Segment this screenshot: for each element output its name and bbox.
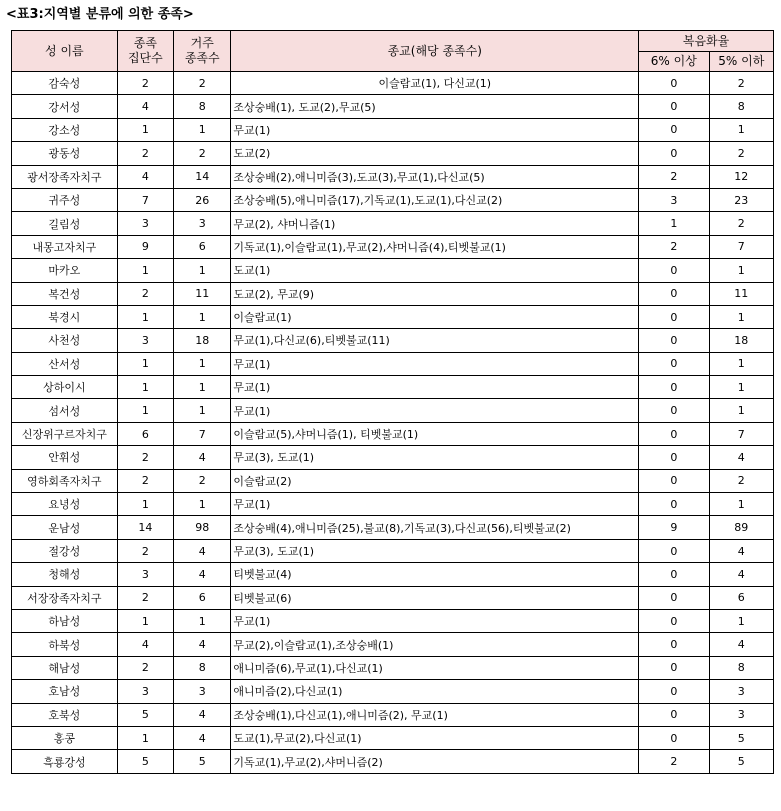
religion-cell: 기독교(1),무교(2),샤머니즘(2) [231,750,639,773]
religion-cell: 조상숭배(5),애니미즘(17),기독교(1),도교(1),다신교(2) [231,188,639,211]
group-count-cell: 2 [117,282,173,305]
province-name-cell: 호북성 [12,703,118,726]
table-row [12,422,774,445]
resident-count-cell: 18 [174,329,231,352]
group-count-cell: 4 [117,165,173,188]
group-count-cell: 2 [117,539,173,562]
table-row [12,656,774,679]
table-row [12,516,774,539]
province-name-cell: 영하회족자치구 [12,469,118,492]
resident-count-cell: 1 [174,259,231,282]
table-row [12,726,774,749]
resident-count-cell: 1 [174,118,231,141]
table-row [12,142,774,165]
under-5-percent-cell: 2 [709,469,773,492]
resident-count-cell: 5 [174,750,231,773]
resident-count-cell: 1 [174,493,231,516]
over-6-percent-cell: 0 [639,422,709,445]
table-row [12,493,774,516]
under-5-percent-cell: 4 [709,563,773,586]
under-5-percent-cell: 1 [709,376,773,399]
religion-cell: 무교(1) [231,118,639,141]
header-group-count-line1: 종족 [133,36,157,50]
group-count-cell: 1 [117,305,173,328]
group-count-cell: 3 [117,563,173,586]
over-6-percent-cell: 0 [639,446,709,469]
over-6-percent-cell: 3 [639,188,709,211]
resident-count-cell: 1 [174,399,231,422]
under-5-percent-cell: 4 [709,446,773,469]
group-count-cell: 2 [117,469,173,492]
religion-cell: 조상숭배(4),애니미즘(25),불교(8),기독교(3),다신교(56),티벳불교(2) [231,516,639,539]
table-row [12,72,774,95]
under-5-percent-cell: 5 [709,750,773,773]
religion-cell: 도교(2) [231,142,639,165]
group-count-cell: 2 [117,586,173,609]
province-name-cell: 흑룡강성 [12,750,118,773]
over-6-percent-cell: 0 [639,609,709,632]
table-row [12,750,774,773]
resident-count-cell: 2 [174,469,231,492]
religion-cell: 이슬람교(5),샤머니즘(1), 티벳불교(1) [231,422,639,445]
group-count-cell: 1 [117,609,173,632]
resident-count-cell: 1 [174,609,231,632]
province-name-cell: 호남성 [12,680,118,703]
religion-cell: 도교(1) [231,259,639,282]
table-row [12,188,774,211]
province-name-cell: 사천성 [12,329,118,352]
resident-count-cell: 4 [174,539,231,562]
religion-cell: 애니미즘(2),다신교(1) [231,680,639,703]
province-name-cell: 복건성 [12,282,118,305]
religion-cell: 조상숭배(1), 도교(2),무교(5) [231,95,639,118]
religion-cell: 무교(1),다신교(6),티벳불교(11) [231,329,639,352]
table-row [12,118,774,141]
province-name-cell: 해남성 [12,656,118,679]
religion-cell: 이슬람교(1), 다신교(1) [231,72,639,95]
over-6-percent-cell: 2 [639,165,709,188]
resident-count-cell: 2 [174,142,231,165]
table-row [12,680,774,703]
resident-count-cell: 4 [174,703,231,726]
province-name-cell: 북경시 [12,305,118,328]
over-6-percent-cell: 0 [639,259,709,282]
over-6-percent-cell: 0 [639,329,709,352]
under-5-percent-cell: 7 [709,235,773,258]
group-count-cell: 5 [117,703,173,726]
religion-cell: 무교(2),이슬람교(1),조상숭배(1) [231,633,639,656]
resident-count-cell: 6 [174,235,231,258]
over-6-percent-cell: 0 [639,282,709,305]
group-count-cell: 1 [117,352,173,375]
over-6-percent-cell: 0 [639,399,709,422]
religion-cell: 애니미즘(6),무교(1),다신교(1) [231,656,639,679]
resident-count-cell: 1 [174,305,231,328]
over-6-percent-cell: 0 [639,586,709,609]
over-6-percent-cell: 1 [639,212,709,235]
over-6-percent-cell: 0 [639,633,709,656]
header-resident-count-line2: 종족수 [184,51,220,65]
table-row [12,95,774,118]
over-6-percent-cell: 0 [639,305,709,328]
table-row [12,539,774,562]
over-6-percent-cell: 0 [639,563,709,586]
header-religion: 종교(해당 종족수) [231,31,639,72]
group-count-cell: 1 [117,118,173,141]
table-row [12,235,774,258]
province-name-cell: 광서장족자치구 [12,165,118,188]
religion-cell: 도교(1),무교(2),다신교(1) [231,726,639,749]
table-row [12,609,774,632]
resident-count-cell: 4 [174,726,231,749]
religion-cell: 무교(3), 도교(1) [231,539,639,562]
resident-count-cell: 14 [174,165,231,188]
over-6-percent-cell: 0 [639,680,709,703]
religion-cell: 무교(1) [231,352,639,375]
religion-cell: 무교(1) [231,376,639,399]
province-name-cell: 강서성 [12,95,118,118]
over-6-percent-cell: 9 [639,516,709,539]
table-row [12,633,774,656]
table-row [12,282,774,305]
religion-by-region-table [11,30,774,774]
religion-cell: 무교(1) [231,609,639,632]
header-resident-count-line1: 거주 [190,36,214,50]
religion-cell: 무교(1) [231,493,639,516]
resident-count-cell: 98 [174,516,231,539]
resident-count-cell: 3 [174,680,231,703]
over-6-percent-cell: 2 [639,750,709,773]
province-name-cell: 서장장족자치구 [12,586,118,609]
over-6-percent-cell: 0 [639,95,709,118]
header-group-count [117,31,173,72]
group-count-cell: 9 [117,235,173,258]
resident-count-cell: 7 [174,422,231,445]
under-5-percent-cell: 2 [709,142,773,165]
resident-count-cell: 1 [174,352,231,375]
table-row [12,165,774,188]
over-6-percent-cell: 0 [639,376,709,399]
over-6-percent-cell: 0 [639,539,709,562]
resident-count-cell: 8 [174,95,231,118]
religion-cell: 기독교(1),이슬람교(1),무교(2),샤머니즘(4),티벳불교(1) [231,235,639,258]
province-name-cell: 내몽고자치구 [12,235,118,258]
province-name-cell: 강소성 [12,118,118,141]
religion-cell: 티벳불교(4) [231,563,639,586]
header-evangelization-rate: 복음화율 [639,31,774,52]
under-5-percent-cell: 23 [709,188,773,211]
under-5-percent-cell: 4 [709,633,773,656]
province-name-cell: 섬서성 [12,399,118,422]
over-6-percent-cell: 2 [639,235,709,258]
group-count-cell: 2 [117,446,173,469]
resident-count-cell: 4 [174,563,231,586]
province-name-cell: 광동성 [12,142,118,165]
province-name-cell: 하남성 [12,609,118,632]
under-5-percent-cell: 1 [709,609,773,632]
religion-cell: 이슬람교(2) [231,469,639,492]
header-over-6-percent: 6% 이상 [639,52,709,72]
resident-count-cell: 6 [174,586,231,609]
religion-cell: 무교(1) [231,399,639,422]
over-6-percent-cell: 0 [639,656,709,679]
table-row [12,212,774,235]
over-6-percent-cell: 0 [639,352,709,375]
table-row [12,376,774,399]
religion-cell: 도교(2), 무교(9) [231,282,639,305]
religion-cell: 조상숭배(1),다신교(1),애니미즘(2), 무교(1) [231,703,639,726]
table-row [12,446,774,469]
province-name-cell: 길림성 [12,212,118,235]
under-5-percent-cell: 1 [709,305,773,328]
header-province-name: 성 이름 [12,31,118,72]
group-count-cell: 2 [117,656,173,679]
under-5-percent-cell: 1 [709,352,773,375]
under-5-percent-cell: 18 [709,329,773,352]
group-count-cell: 2 [117,72,173,95]
religion-cell: 무교(2), 샤머니즘(1) [231,212,639,235]
group-count-cell: 3 [117,680,173,703]
group-count-cell: 14 [117,516,173,539]
header-group-count-line2: 집단수 [127,51,163,65]
religion-cell: 무교(3), 도교(1) [231,446,639,469]
under-5-percent-cell: 12 [709,165,773,188]
table-row [12,305,774,328]
under-5-percent-cell: 1 [709,259,773,282]
under-5-percent-cell: 1 [709,493,773,516]
group-count-cell: 3 [117,329,173,352]
group-count-cell: 1 [117,726,173,749]
resident-count-cell: 4 [174,633,231,656]
under-5-percent-cell: 7 [709,422,773,445]
province-name-cell: 상하이시 [12,376,118,399]
under-5-percent-cell: 8 [709,656,773,679]
table-row [12,586,774,609]
resident-count-cell: 2 [174,72,231,95]
group-count-cell: 2 [117,142,173,165]
table-row [12,563,774,586]
under-5-percent-cell: 2 [709,72,773,95]
province-name-cell: 신장위구르자치구 [12,422,118,445]
group-count-cell: 5 [117,750,173,773]
over-6-percent-cell: 0 [639,72,709,95]
table-row [12,259,774,282]
group-count-cell: 1 [117,493,173,516]
under-5-percent-cell: 6 [709,586,773,609]
under-5-percent-cell: 5 [709,726,773,749]
under-5-percent-cell: 4 [709,539,773,562]
resident-count-cell: 26 [174,188,231,211]
group-count-cell: 1 [117,399,173,422]
over-6-percent-cell: 0 [639,142,709,165]
province-name-cell: 산서성 [12,352,118,375]
under-5-percent-cell: 3 [709,703,773,726]
header-resident-count [174,31,231,72]
under-5-percent-cell: 3 [709,680,773,703]
table-caption: <표3:지역별 분류에 의한 종족> [6,7,194,22]
group-count-cell: 4 [117,95,173,118]
province-name-cell: 마카오 [12,259,118,282]
resident-count-cell: 1 [174,376,231,399]
header-under-5-percent: 5% 이하 [709,52,773,72]
province-name-cell: 운남성 [12,516,118,539]
table-row [12,703,774,726]
province-name-cell: 귀주성 [12,188,118,211]
resident-count-cell: 11 [174,282,231,305]
over-6-percent-cell: 0 [639,726,709,749]
resident-count-cell: 8 [174,656,231,679]
province-name-cell: 요녕성 [12,493,118,516]
religion-cell: 조상숭배(2),애니미즘(3),도교(3),무교(1),다신교(5) [231,165,639,188]
group-count-cell: 4 [117,633,173,656]
over-6-percent-cell: 0 [639,493,709,516]
under-5-percent-cell: 11 [709,282,773,305]
over-6-percent-cell: 0 [639,703,709,726]
under-5-percent-cell: 89 [709,516,773,539]
group-count-cell: 1 [117,376,173,399]
resident-count-cell: 3 [174,212,231,235]
religion-cell: 티벳불교(6) [231,586,639,609]
group-count-cell: 1 [117,259,173,282]
province-name-cell: 청해성 [12,563,118,586]
religion-cell: 이슬람교(1) [231,305,639,328]
table-row [12,469,774,492]
province-name-cell: 안휘성 [12,446,118,469]
under-5-percent-cell: 1 [709,118,773,141]
group-count-cell: 3 [117,212,173,235]
province-name-cell: 하북성 [12,633,118,656]
group-count-cell: 6 [117,422,173,445]
province-name-cell: 절강성 [12,539,118,562]
province-name-cell: 홍콩 [12,726,118,749]
under-5-percent-cell: 1 [709,399,773,422]
group-count-cell: 7 [117,188,173,211]
resident-count-cell: 4 [174,446,231,469]
table-row [12,399,774,422]
table-row [12,329,774,352]
over-6-percent-cell: 0 [639,118,709,141]
under-5-percent-cell: 2 [709,212,773,235]
table-row [12,352,774,375]
under-5-percent-cell: 8 [709,95,773,118]
over-6-percent-cell: 0 [639,469,709,492]
province-name-cell: 감숙성 [12,72,118,95]
